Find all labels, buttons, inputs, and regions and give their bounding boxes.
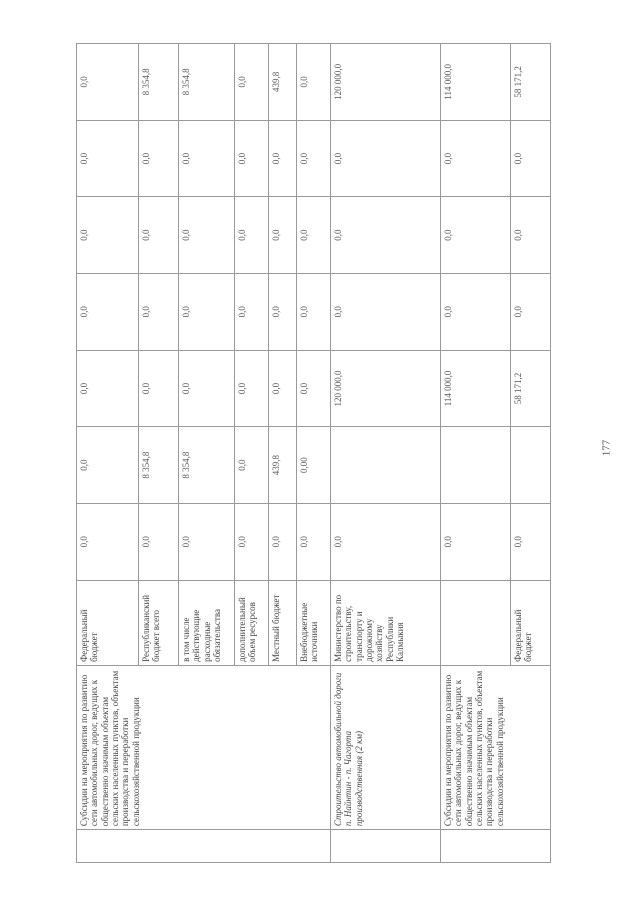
amount-cell: 120 000,0 xyxy=(331,44,441,121)
amount-cell: 114 000,0 xyxy=(441,44,511,121)
funding-source: Федеральный бюджет xyxy=(511,580,551,665)
amount-cell: 0,0 xyxy=(139,197,179,274)
amount-cell: 8 354,8 xyxy=(139,427,179,504)
amount-cell: 0,0 xyxy=(77,44,139,121)
amount-cell: 0,0 xyxy=(297,197,331,274)
amount-cell: 0,0 xyxy=(139,273,179,350)
amount-cell: 0,0 xyxy=(441,503,511,580)
amount-cell: 0,0 xyxy=(139,120,179,197)
amount-cell: 0,0 xyxy=(331,120,441,197)
amount-cell: 0,0 xyxy=(269,273,297,350)
amount-cell: 0,0 xyxy=(179,197,235,274)
rotated-table-container xyxy=(76,43,596,863)
amount-cell xyxy=(331,427,441,504)
amount-cell: 0,0 xyxy=(297,44,331,121)
amount-cell: 0,0 xyxy=(269,503,297,580)
amount-cell: 0,0 xyxy=(331,503,441,580)
amount-cell: 8 354,8 xyxy=(179,44,235,121)
amount-cell: 0,0 xyxy=(441,273,511,350)
amount-cell: 0,0 xyxy=(269,350,297,427)
amount-cell: 0,0 xyxy=(297,350,331,427)
amount-cell: 0,0 xyxy=(235,427,269,504)
amount-cell: 0,00 xyxy=(297,427,331,504)
table-body xyxy=(77,44,551,863)
amount-cell xyxy=(511,427,551,504)
funding-source: Федеральный бюджет xyxy=(77,580,139,665)
funding-source: Местный бюджет xyxy=(269,580,297,665)
amount-cell: 0,0 xyxy=(235,350,269,427)
funding-source: в том числе действующие расходные обязательства xyxy=(179,580,235,665)
budget-table xyxy=(76,43,551,863)
amount-cell: 0,0 xyxy=(139,503,179,580)
amount-cell: 0,0 xyxy=(297,273,331,350)
amount-cell: 0,0 xyxy=(511,197,551,274)
amount-cell: 0,0 xyxy=(77,503,139,580)
funding-source: Внебюджетные источники xyxy=(297,580,331,665)
amount-cell: 0,0 xyxy=(235,44,269,121)
amount-cell: 0,0 xyxy=(235,197,269,274)
amount-cell: 58 171,2 xyxy=(511,350,551,427)
amount-cell: 0,0 xyxy=(235,503,269,580)
amount-cell: 0,0 xyxy=(511,503,551,580)
amount-cell: 0,0 xyxy=(77,120,139,197)
table-row xyxy=(331,44,441,863)
amount-cell: 0,0 xyxy=(179,350,235,427)
amount-cell: 8 354,8 xyxy=(179,427,235,504)
amount-cell: 439,8 xyxy=(269,44,297,121)
funding-source xyxy=(441,580,511,665)
funding-source: дополнительный объем ресурсов xyxy=(235,580,269,665)
measure-description: Строительство автомобильной дороги п. Найнтин - п. Чагорта производственная (2 км) xyxy=(331,665,441,829)
amount-cell: 0,0 xyxy=(179,273,235,350)
amount-cell: 0,0 xyxy=(235,120,269,197)
amount-cell: 0,0 xyxy=(139,350,179,427)
amount-cell: 120 000,0 xyxy=(331,350,441,427)
amount-cell: 0,0 xyxy=(77,273,139,350)
amount-cell: 0,0 xyxy=(179,503,235,580)
measure-description: Субсидии на мероприятия по развитию сети автомобильных дорог, ведущих к общественно значимым объектам сельских населенных пунктов, объектам производства и переработки сельскохозяйственной продукции xyxy=(77,665,331,829)
amount-cell: 0,0 xyxy=(297,120,331,197)
table-row xyxy=(441,44,511,863)
amount-cell: 0,0 xyxy=(331,197,441,274)
amount-cell: 0,0 xyxy=(77,350,139,427)
amount-cell: 114 000,0 xyxy=(441,350,511,427)
amount-cell: 0,0 xyxy=(235,273,269,350)
amount-cell: 439,8 xyxy=(269,427,297,504)
amount-cell xyxy=(441,427,511,504)
funding-source: Министерство по строительству, транспорту и дорожному хозяйству Республики Калмыкия xyxy=(331,580,441,665)
measure-description: Субсидии на мероприятия по развитию сети автомобильных дорог, ведущих к общественно значимым объектам сельских населенных пунктов, объектам производства и переработки сельскохозяйственной продукции xyxy=(441,665,551,829)
amount-cell: 0,0 xyxy=(77,197,139,274)
amount-cell: 58 171,2 xyxy=(511,44,551,121)
amount-cell: 0,0 xyxy=(331,273,441,350)
empty-cell xyxy=(331,830,441,863)
amount-cell: 8 354,8 xyxy=(139,44,179,121)
amount-cell: 0,0 xyxy=(77,427,139,504)
amount-cell: 0,0 xyxy=(511,120,551,197)
amount-cell: 0,0 xyxy=(297,503,331,580)
amount-cell: 0,0 xyxy=(269,120,297,197)
amount-cell: 0,0 xyxy=(441,197,511,274)
empty-cell xyxy=(441,830,551,863)
amount-cell: 0,0 xyxy=(511,273,551,350)
amount-cell: 0,0 xyxy=(179,120,235,197)
empty-cell xyxy=(77,830,331,863)
amount-cell: 0,0 xyxy=(441,120,511,197)
page-number: 177 xyxy=(600,439,613,457)
table-row xyxy=(77,44,139,863)
funding-source: Республиканский бюджет всего xyxy=(139,580,179,665)
amount-cell: 0,0 xyxy=(269,197,297,274)
